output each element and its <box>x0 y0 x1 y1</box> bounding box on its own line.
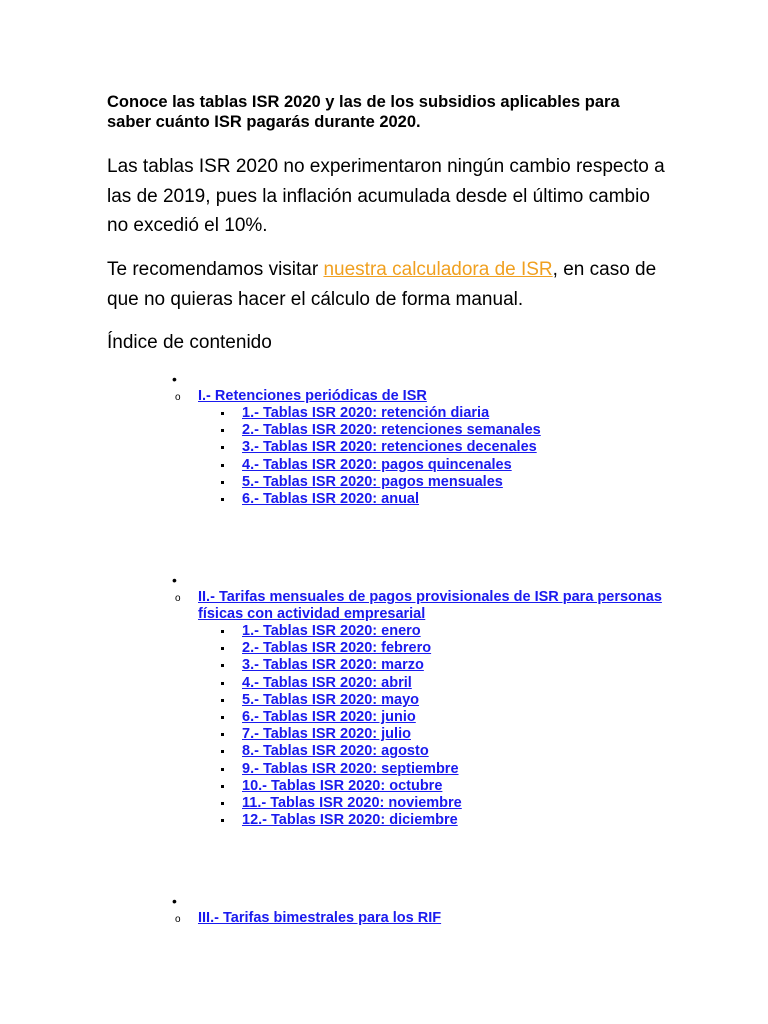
toc-subsection-list-1 <box>175 405 675 508</box>
toc-list-item <box>175 657 675 674</box>
square-bullet-icon <box>221 429 224 432</box>
toc-item-link[interactable]: 6.- Tablas ISR 2020: junio <box>242 709 416 726</box>
table-of-contents-title: Índice de contenido <box>107 332 272 353</box>
toc-item-link[interactable]: 11.- Tablas ISR 2020: noviembre <box>242 795 462 812</box>
disc-bullet-icon: • <box>172 893 177 909</box>
square-bullet-icon <box>221 630 224 633</box>
toc-list-item <box>175 491 675 508</box>
toc-list-item <box>175 405 675 422</box>
square-bullet-icon <box>221 464 224 467</box>
toc-list-item <box>175 761 675 778</box>
square-bullet-icon <box>221 819 224 822</box>
toc-item-link[interactable]: 3.- Tablas ISR 2020: marzo <box>242 657 424 674</box>
square-bullet-icon <box>221 446 224 449</box>
toc-list-item <box>175 457 675 474</box>
toc-list-item <box>175 726 675 743</box>
toc-item-link[interactable]: 5.- Tablas ISR 2020: mayo <box>242 691 420 708</box>
toc-section-row <box>175 910 675 927</box>
toc-list-item <box>175 474 675 491</box>
toc-list-item <box>175 795 675 812</box>
toc-list-item <box>175 743 675 760</box>
toc-list-item <box>175 675 675 692</box>
toc-section-row <box>175 388 675 405</box>
recommendation-text-before: Te recomendamos visitar <box>107 259 324 280</box>
toc-item-link[interactable]: 12.- Tablas ISR 2020: diciembre <box>242 812 458 829</box>
toc-item-link[interactable]: 10.- Tablas ISR 2020: octubre <box>242 777 443 794</box>
toc-item-link[interactable]: 2.- Tablas ISR 2020: febrero <box>242 640 432 657</box>
toc-item-link[interactable]: 5.- Tablas ISR 2020: pagos mensuales <box>242 473 503 490</box>
toc-item-link[interactable]: 4.- Tablas ISR 2020: abril <box>242 674 412 691</box>
toc-item-link[interactable]: 2.- Tablas ISR 2020: retenciones semanales <box>242 422 541 439</box>
recommendation-paragraph <box>107 255 667 314</box>
toc-list-item <box>175 812 675 829</box>
square-bullet-icon <box>221 498 224 501</box>
toc-section-1 <box>175 388 675 508</box>
toc-item-link[interactable]: 1.- Tablas ISR 2020: retención diaria <box>242 405 490 421</box>
circle-bullet-icon: o <box>175 914 181 925</box>
circle-bullet-icon: o <box>175 593 181 604</box>
toc-section-link-3[interactable]: III.- Tarifas bimestrales para los RIF <box>198 910 442 926</box>
toc-list-item <box>175 623 675 640</box>
square-bullet-icon <box>221 750 224 753</box>
intro-paragraph: Las tablas ISR 2020 no experimentaron ningún cambio respecto a las de 2019, pues la inflación acumulada desde el último cambio no excedió el 10%. <box>107 156 665 236</box>
square-bullet-icon <box>221 785 224 788</box>
square-bullet-icon <box>221 412 224 415</box>
square-bullet-icon <box>221 802 224 805</box>
square-bullet-icon <box>221 699 224 702</box>
square-bullet-icon <box>221 716 224 719</box>
toc-section-link-2[interactable]: II.- Tarifas mensuales de pagos provisionales de ISR para personas físicas con actividad empresarial <box>198 589 662 622</box>
toc-item-link[interactable]: 3.- Tablas ISR 2020: retenciones decenales <box>242 439 537 456</box>
toc-subsection-list-2 <box>175 623 675 829</box>
toc-list-item <box>175 439 675 456</box>
disc-bullet-icon: • <box>172 371 177 387</box>
disc-bullet-icon: • <box>172 572 177 588</box>
toc-list-item <box>175 709 675 726</box>
toc-list-item <box>175 692 675 709</box>
circle-bullet-icon: o <box>175 392 181 403</box>
toc-list-item <box>175 778 675 795</box>
toc-section-row <box>175 589 675 623</box>
toc-section-3 <box>175 910 675 927</box>
toc-item-link[interactable]: 9.- Tablas ISR 2020: septiembre <box>242 760 459 777</box>
square-bullet-icon <box>221 682 224 685</box>
article-headline: Conoce las tablas ISR 2020 y las de los subsidios aplicables para saber cuánto ISR pagarás durante 2020. <box>107 93 620 131</box>
square-bullet-icon <box>221 647 224 650</box>
square-bullet-icon <box>221 481 224 484</box>
toc-item-link[interactable]: 1.- Tablas ISR 2020: enero <box>242 623 421 639</box>
recommendation-text-after: , en caso de que no quieras hacer el cálculo de forma manual. <box>107 259 657 310</box>
toc-item-link[interactable]: 7.- Tablas ISR 2020: julio <box>242 726 411 743</box>
square-bullet-icon <box>221 664 224 667</box>
toc-list-item <box>175 422 675 439</box>
toc-section-link-1[interactable]: I.- Retenciones periódicas de ISR <box>198 388 427 404</box>
toc-item-link[interactable]: 6.- Tablas ISR 2020: anual <box>242 491 420 508</box>
toc-item-link[interactable]: 4.- Tablas ISR 2020: pagos quincenales <box>242 456 512 473</box>
toc-section-2 <box>175 589 675 829</box>
toc-item-link[interactable]: 8.- Tablas ISR 2020: agosto <box>242 743 429 760</box>
square-bullet-icon <box>221 733 224 736</box>
toc-list-item <box>175 640 675 657</box>
square-bullet-icon <box>221 768 224 771</box>
isr-calculator-link[interactable]: nuestra calculadora de ISR <box>323 259 553 280</box>
